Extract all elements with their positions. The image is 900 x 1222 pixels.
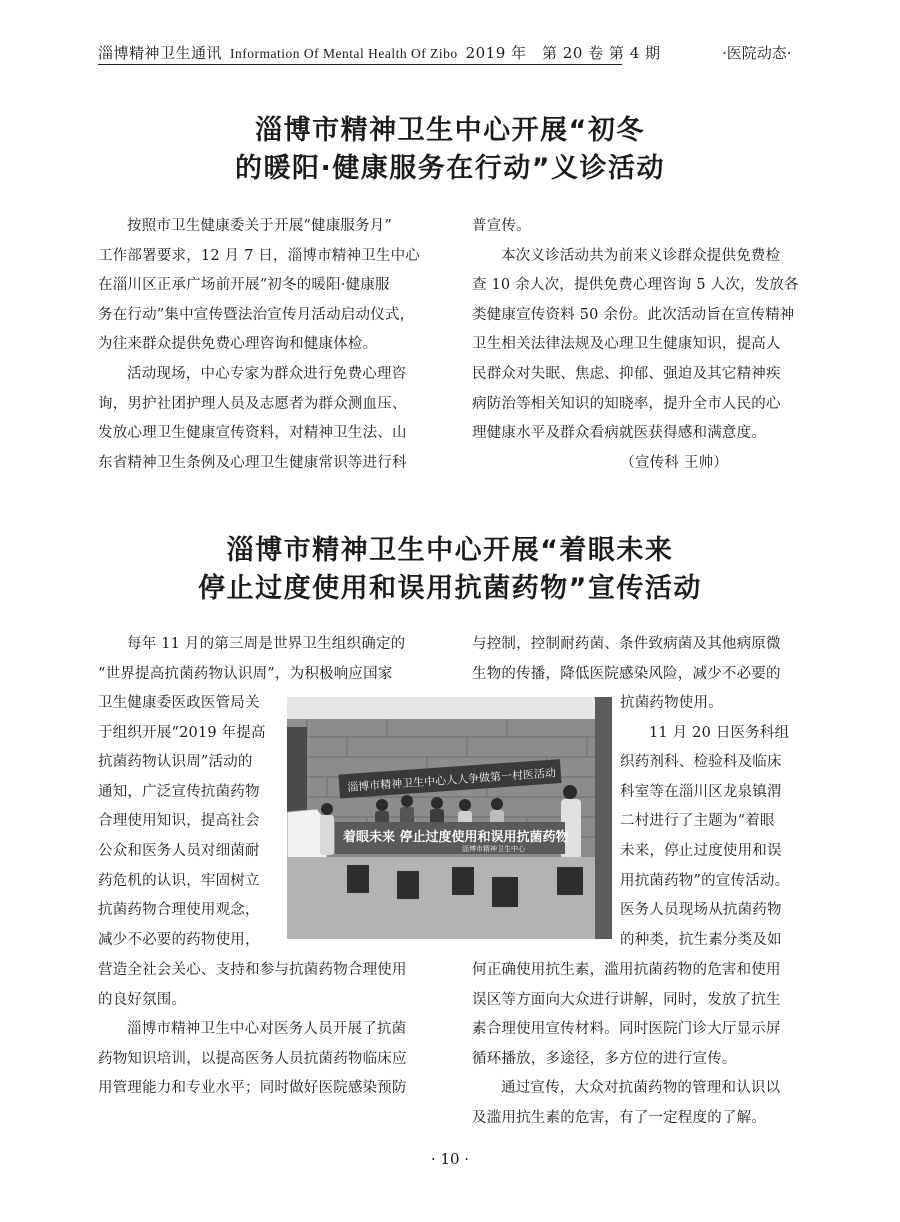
article1-byline: （宣传科 王帅） xyxy=(620,454,728,471)
paragraph-line: 于组织开展“2019 年提高 xyxy=(98,724,266,741)
page-number: · 10 · xyxy=(430,1150,470,1168)
paragraph-line: 病防治等相关知识的知晓率，提升全市人民的心 xyxy=(472,395,781,412)
paragraph-line: 淄博市精神卫生中心对医务人员开展了抗菌 xyxy=(127,1021,407,1038)
paragraph-line: 抗菌药物合理使用观念， xyxy=(98,902,260,919)
paragraph-line: 本次义诊活动共为前来义诊群众提供免费检 xyxy=(501,247,781,264)
paragraph-line: 通过宣传，大众对抗菌药物的管理和认识以 xyxy=(501,1080,781,1097)
paragraph-line: 抗菌药物使用。 xyxy=(620,695,723,711)
issue-info: 2019 年 第 20 卷 第 4 期 xyxy=(465,44,661,62)
paragraph-line: 通知，广泛宣传抗菌药物 xyxy=(98,783,260,800)
article2-left-top xyxy=(98,630,434,689)
paragraph-line: 普宣传。 xyxy=(472,218,531,234)
article1-right-column xyxy=(472,212,808,478)
paragraph-line: 按照市卫生健康委关于开展“健康服务月” xyxy=(127,218,393,234)
article2-right-top xyxy=(472,630,808,689)
paragraph-line: 用抗菌药物”的宣传活动。 xyxy=(620,872,790,889)
paragraph-line: 循环播放，多途径，多方位的进行宣传。 xyxy=(472,1050,737,1067)
event-photo xyxy=(287,697,612,939)
paragraph-line: 素合理使用宣传材料。同时医院门诊大厅显示屏 xyxy=(472,1021,781,1038)
paragraph-line: 在淄川区正承广场前开展“初冬的暖阳·健康服 xyxy=(98,277,390,294)
paragraph-line: 用管理能力和专业水平；同时做好医院感染预防 xyxy=(98,1080,407,1097)
paragraph-line: 类健康宣传资料 50 余份。此次活动旨在宣传精神 xyxy=(472,306,795,323)
photo-banner-text: 着眼未来 停止过度使用和误用抗菌药物 xyxy=(343,830,569,845)
running-header xyxy=(98,42,661,63)
journal-name-en: Information Of Mental Health Of Zibo xyxy=(230,46,458,61)
section-label: ·医院动态· xyxy=(722,44,792,62)
paragraph-line: 东省精神卫生条例及心理卫生健康常识等进行科 xyxy=(98,454,407,471)
paragraph-line: 减少不必要的药物使用， xyxy=(98,931,260,948)
paragraph-line: 活动现场，中心专家为群众进行免费心理咨 xyxy=(127,365,407,382)
photo-banner-sub: 淄博市精神卫生中心 xyxy=(462,845,525,853)
paragraph-line: 卫生相关法律法规及心理卫生健康知识，提高人 xyxy=(472,336,781,353)
article1-title-line1: 淄博市精神卫生中心开展“初冬 xyxy=(255,115,645,146)
paragraph-line: 卫生健康委医政医管局关 xyxy=(98,695,260,711)
paragraph-line: 药危机的认识，牢固树立 xyxy=(98,872,260,889)
paragraph-line: 的种类，抗生素分类及如 xyxy=(620,931,782,948)
paragraph-line: 误区等方面向大众进行讲解，同时，发放了抗生 xyxy=(472,991,781,1008)
article1-title-line2: 的暖阳·健康服务在行动”义诊活动 xyxy=(234,153,665,184)
paragraph-line: 二村进行了主题为“着眼 xyxy=(620,813,775,830)
paragraph-line: 务在行动”集中宣传暨法治宣传月活动启动仪式， xyxy=(98,306,415,323)
article2-right-narrow xyxy=(620,689,808,955)
paragraph-line: 理健康水平及群众看病就医获得感和满意度。 xyxy=(472,425,766,442)
paragraph-line: 织药剂科、检验科及临床 xyxy=(620,754,782,771)
paragraph-line: 医务人员现场从抗菌药物 xyxy=(620,902,782,919)
paragraph-line: 科室等在淄川区龙泉镇渭 xyxy=(620,783,782,800)
paragraph-line: 的良好氛围。 xyxy=(98,991,187,1008)
paragraph-line: 公众和医务人员对细菌耐 xyxy=(98,842,260,859)
paragraph-line: 合理使用知识，提高社会 xyxy=(98,813,260,830)
paragraph-line: 每年 11 月的第三周是世界卫生组织确定的 xyxy=(127,636,406,652)
paragraph-line: 询，男护社团护理人员及志愿者为群众测血压、 xyxy=(98,395,407,412)
paragraph-line: 生物的传播，降低医院感染风险，减少不必要的 xyxy=(472,665,781,682)
header-rule xyxy=(98,64,622,65)
article2-left-narrow xyxy=(98,689,283,955)
paragraph-line: 11 月 20 日医务科组 xyxy=(649,724,790,741)
paragraph-line: 民群众对失眠、焦虑、抑郁、强迫及其它精神疾 xyxy=(472,365,781,382)
paragraph-line: “世界提高抗菌药物认识周”，为积极响应国家 xyxy=(98,665,393,682)
article2-right-bottom xyxy=(472,956,808,1134)
paragraph-line: 何正确使用抗生素，滥用抗菌药物的危害和使用 xyxy=(472,962,781,978)
paragraph-line: 与控制，控制耐药菌、条件致病菌及其他病原微 xyxy=(472,636,781,652)
paragraph-line: 为往来群众提供免费心理咨询和健康体检。 xyxy=(98,336,378,353)
journal-name: 淄博精神卫生通讯 xyxy=(98,44,223,62)
back-banner-text: 淄博市精神卫生中心人人争做第一村医活动 xyxy=(346,766,557,794)
article2-left-bottom xyxy=(98,956,434,1104)
paragraph-line: 药物知识培训，以提高医务人员抗菌药物临床应 xyxy=(98,1050,407,1067)
paragraph-line: 查 10 余人次，提供免费心理咨询 5 人次，发放各 xyxy=(472,277,799,294)
article1-left-column xyxy=(98,212,434,478)
article2-title-line2: 停止过度使用和误用抗菌药物”宣传活动 xyxy=(198,573,702,604)
article2-title-line1: 淄博市精神卫生中心开展“着眼未来 xyxy=(226,535,674,566)
paragraph-line: 发放心理卫生健康宣传资料，对精神卫生法、山 xyxy=(98,425,407,442)
paragraph-line: 抗菌药物认识周”活动的 xyxy=(98,754,253,771)
paragraph-line: 营造全社会关心、支持和参与抗菌药物合理使用 xyxy=(98,962,407,978)
paragraph-line: 未来，停止过度使用和误 xyxy=(620,842,782,859)
paragraph-line: 工作部署要求，12 月 7 日，淄博市精神卫生中心 xyxy=(98,247,421,264)
paragraph-line: 及滥用抗生素的危害，有了一定程度的了解。 xyxy=(472,1109,766,1126)
